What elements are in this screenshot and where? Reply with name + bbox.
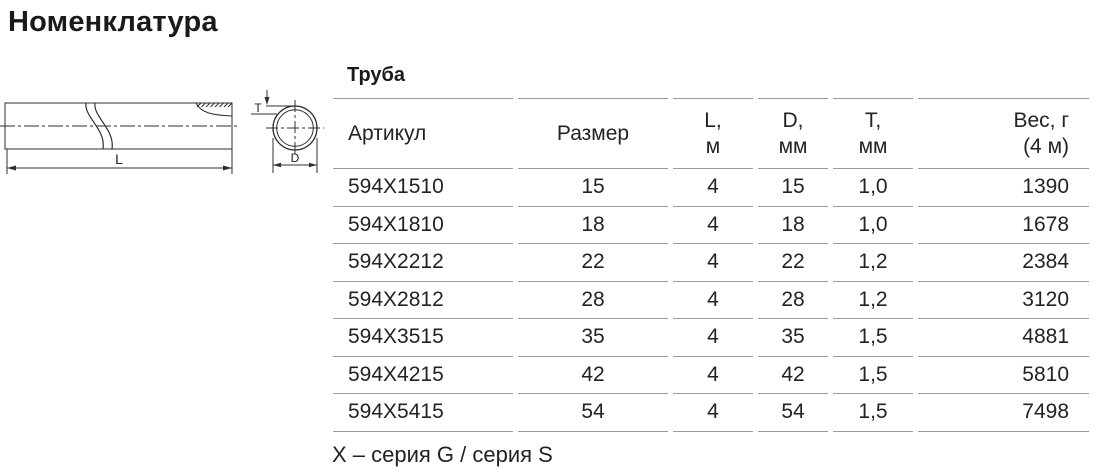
cell-thickness: 1,5	[833, 357, 913, 395]
column-header-diameter: D, мм	[758, 98, 828, 169]
table-row	[333, 394, 1089, 432]
cell-diameter: 22	[758, 244, 828, 282]
cell-weight: 7498	[918, 394, 1089, 432]
table-header-row	[333, 98, 1089, 169]
cell-weight: 3120	[918, 282, 1089, 320]
cell-thickness: 1,2	[833, 244, 913, 282]
cell-article: 594X3515	[333, 319, 513, 357]
thickness-dimension-label: T	[254, 101, 262, 115]
pipe-side-view-drawing	[0, 103, 240, 174]
cell-thickness: 1,0	[833, 169, 913, 207]
table-row	[333, 207, 1089, 245]
cell-length: 4	[673, 394, 753, 432]
pipe-cross-section-drawing	[251, 90, 324, 173]
table-row	[333, 244, 1089, 282]
cell-thickness: 1,5	[833, 319, 913, 357]
cell-article: 594X5415	[333, 394, 513, 432]
cell-size: 54	[518, 394, 668, 432]
cell-length: 4	[673, 207, 753, 245]
diameter-dimension-label: D	[290, 151, 300, 165]
cell-article: 594X2812	[333, 282, 513, 320]
page-title: Номенклатура	[8, 6, 218, 38]
cell-size: 22	[518, 244, 668, 282]
cell-weight: 1390	[918, 169, 1089, 207]
product-table-section	[328, 62, 1099, 468]
cell-weight: 1678	[918, 207, 1089, 245]
column-header-article: Артикул	[333, 98, 513, 169]
pipe-spec-table	[328, 98, 1094, 432]
cell-article: 594X4215	[333, 357, 513, 395]
cell-diameter: 54	[758, 394, 828, 432]
arrowhead-left-icon	[273, 163, 281, 167]
cell-size: 18	[518, 207, 668, 245]
pipe-technical-drawing	[0, 84, 332, 180]
column-header-size: Размер	[518, 98, 668, 169]
table-row	[333, 169, 1089, 207]
cell-weight: 4881	[918, 319, 1089, 357]
cell-article: 594X2212	[333, 244, 513, 282]
cutaway-hatching	[197, 103, 232, 107]
cell-weight: 2384	[918, 244, 1089, 282]
table-row	[333, 319, 1089, 357]
arrowhead-down-icon	[265, 97, 270, 105]
table-title: Труба	[347, 64, 406, 86]
column-header-length: L, м	[673, 98, 753, 169]
cell-diameter: 35	[758, 319, 828, 357]
cell-length: 4	[673, 244, 753, 282]
cell-article: 594X1510	[333, 169, 513, 207]
cell-thickness: 1,5	[833, 394, 913, 432]
cell-diameter: 15	[758, 169, 828, 207]
length-dimension-label: L	[115, 151, 123, 167]
cell-size: 28	[518, 282, 668, 320]
cell-article: 594X1810	[333, 207, 513, 245]
arrowhead-right-icon	[309, 163, 317, 167]
table-row	[333, 357, 1089, 395]
cell-weight: 5810	[918, 357, 1089, 395]
cell-thickness: 1,0	[833, 207, 913, 245]
cell-diameter: 42	[758, 357, 828, 395]
cell-size: 15	[518, 169, 668, 207]
column-header-thickness: Т, мм	[833, 98, 913, 169]
cell-diameter: 28	[758, 282, 828, 320]
series-footnote: Х – серия G / серия S	[332, 441, 553, 467]
cell-length: 4	[673, 169, 753, 207]
cell-thickness: 1,2	[833, 282, 913, 320]
arrowhead-left-icon	[7, 166, 16, 171]
cell-length: 4	[673, 319, 753, 357]
cell-diameter: 18	[758, 207, 828, 245]
table-row	[333, 282, 1089, 320]
cell-size: 42	[518, 357, 668, 395]
arrowhead-right-icon	[223, 166, 232, 171]
cell-length: 4	[673, 282, 753, 320]
cell-length: 4	[673, 357, 753, 395]
cell-size: 35	[518, 319, 668, 357]
column-header-weight: Вес, г (4 м)	[918, 98, 1089, 169]
